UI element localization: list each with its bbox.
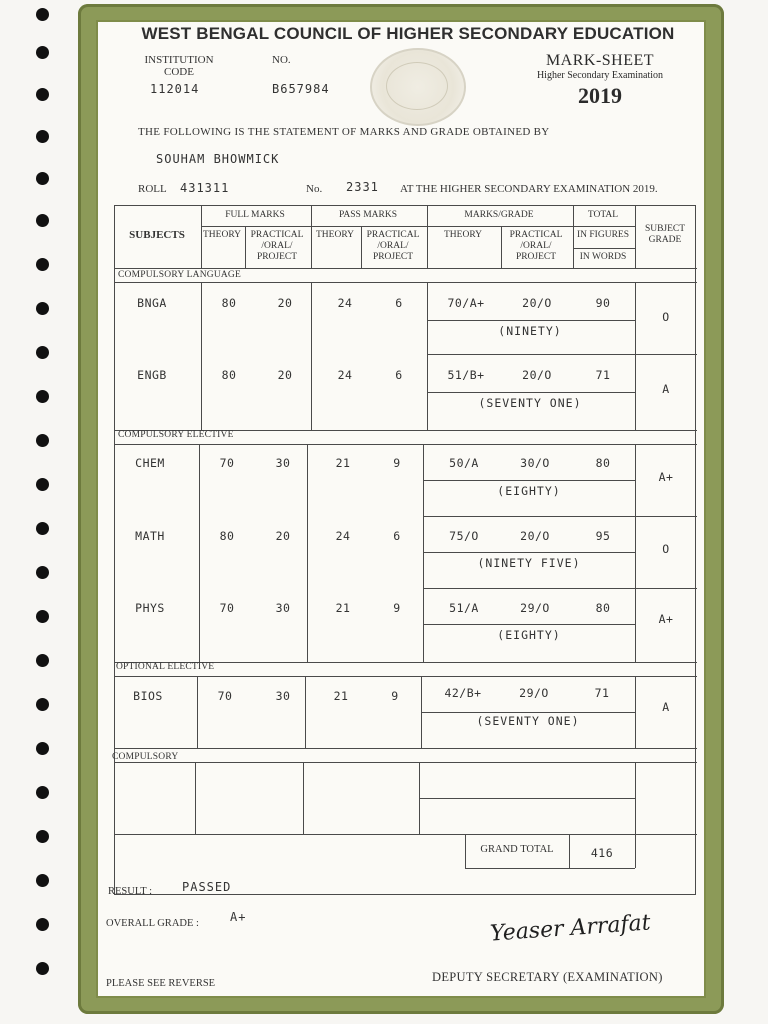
binder-hole — [36, 390, 49, 403]
table-divider — [573, 248, 635, 249]
binder-hole — [36, 918, 49, 931]
table-divider — [201, 226, 635, 227]
binder-hole — [36, 698, 49, 711]
full-practical: 30 — [275, 689, 291, 703]
header-full-practical: PRACTICAL /ORAL/ PROJECT — [250, 230, 304, 262]
total-figures: 71 — [594, 686, 610, 700]
binder-hole — [36, 962, 49, 975]
binder-hole — [36, 566, 49, 579]
total-figures: 71 — [595, 368, 611, 382]
table-divider — [197, 676, 198, 748]
header-marks-grade: MARKS/GRADE — [464, 210, 534, 220]
table-divider — [427, 354, 697, 355]
header-total: TOTAL — [587, 210, 619, 220]
table-divider — [199, 444, 200, 662]
subject-code: ENGB — [137, 368, 167, 382]
table-divider — [427, 392, 635, 393]
section-optional-elective: OPTIONAL ELECTIVE — [116, 662, 215, 672]
practical-marks: 20/O — [522, 296, 552, 310]
practical-marks: 30/O — [520, 456, 550, 470]
total-words: (EIGHTY) — [497, 484, 561, 498]
section-compulsory-language: COMPULSORY LANGUAGE — [118, 270, 241, 280]
table-divider — [423, 624, 635, 625]
table-divider — [419, 798, 635, 799]
roll-value: 431311 — [180, 181, 230, 195]
theory-marks: 51/B+ — [447, 368, 485, 382]
subject-grade: A — [662, 700, 670, 714]
table-divider — [423, 516, 697, 517]
total-figures: 80 — [595, 456, 611, 470]
pass-practical: 6 — [393, 529, 401, 543]
roll-label: ROLL — [138, 183, 167, 195]
table-divider — [421, 712, 635, 713]
table-divider — [307, 444, 308, 662]
theory-marks: 70/A+ — [447, 296, 485, 310]
full-practical: 30 — [275, 456, 291, 470]
pass-theory: 21 — [335, 601, 351, 615]
council-seal-watermark — [370, 48, 466, 126]
header-full-marks: FULL MARKS — [225, 210, 285, 220]
header-pass-marks: PASS MARKS — [338, 210, 397, 220]
binder-hole — [36, 610, 49, 623]
table-divider — [635, 282, 636, 430]
result-label: RESULT : — [108, 886, 153, 897]
pass-theory: 24 — [337, 368, 353, 382]
total-figures: 90 — [595, 296, 611, 310]
binder-hole — [36, 830, 49, 843]
header-in-figures: IN FIGURES — [577, 230, 629, 240]
table-divider — [423, 552, 635, 553]
binder-hole — [36, 172, 49, 185]
pass-practical: 9 — [393, 456, 401, 470]
binder-hole — [36, 302, 49, 315]
table-divider — [423, 480, 635, 481]
full-theory: 70 — [219, 601, 235, 615]
total-figures: 95 — [595, 529, 611, 543]
table-divider — [303, 762, 304, 834]
serial-no-label: NO. — [272, 54, 291, 66]
subject-code: BIOS — [133, 689, 163, 703]
pass-theory: 24 — [337, 296, 353, 310]
full-theory: 80 — [221, 296, 237, 310]
table-divider — [423, 588, 697, 589]
grand-total-value: 416 — [590, 846, 614, 860]
full-practical: 20 — [277, 368, 293, 382]
table-divider — [115, 444, 697, 445]
practical-marks: 29/O — [519, 686, 549, 700]
pass-practical: 6 — [395, 296, 403, 310]
pass-theory: 21 — [335, 456, 351, 470]
grand-total-label: GRAND TOTAL — [480, 844, 554, 855]
exam-line: AT THE HIGHER SECONDARY EXAMINATION 2019. — [400, 183, 658, 195]
council-title: WEST BENGAL COUNCIL OF HIGHER SECONDARY EDUCATION — [141, 24, 675, 43]
header-pass-practical: PRACTICAL /ORAL/ PROJECT — [366, 230, 420, 262]
table-divider — [635, 762, 636, 834]
theory-marks: 51/A — [449, 601, 479, 615]
binder-hole — [36, 8, 49, 21]
subject-grade: A+ — [658, 470, 674, 484]
header-subject-grade: SUBJECT GRADE — [644, 224, 686, 245]
header-marks-practical: PRACTICAL /ORAL/ PROJECT — [509, 230, 563, 262]
signature: Yeaser Arrafat — [489, 910, 652, 947]
pass-theory: 21 — [333, 689, 349, 703]
section-compulsory-elective: COMPULSORY ELECTIVE — [118, 430, 234, 440]
subject-grade: O — [662, 542, 670, 556]
section-compulsory: COMPULSORY — [112, 752, 179, 762]
total-words: (SEVENTY ONE) — [476, 714, 580, 728]
subject-grade: A+ — [658, 612, 674, 626]
exam-year: 2019 — [578, 83, 622, 108]
full-theory: 80 — [219, 529, 235, 543]
student-name: SOUHAM BHOWMICK — [156, 152, 280, 166]
full-practical: 20 — [275, 529, 291, 543]
theory-marks: 50/A — [449, 456, 479, 470]
overall-grade-value: A+ — [230, 910, 247, 924]
subject-code: MATH — [135, 529, 165, 543]
subject-grade: A — [662, 382, 670, 396]
binder-hole — [36, 874, 49, 887]
mark-sheet-title: MARK-SHEET — [545, 52, 655, 69]
please-see-reverse: PLEASE SEE REVERSE — [106, 978, 216, 989]
subject-code: BNGA — [137, 296, 167, 310]
result-value: PASSED — [182, 880, 232, 894]
total-figures: 80 — [595, 601, 611, 615]
subject-code: PHYS — [135, 601, 165, 615]
serial-no-value: B657984 — [272, 82, 330, 96]
pass-practical: 9 — [393, 601, 401, 615]
binder-hole — [36, 258, 49, 271]
binder-hole — [36, 654, 49, 667]
overall-grade-label: OVERALL GRADE : — [106, 918, 199, 929]
table-divider — [115, 268, 697, 269]
full-theory: 70 — [219, 456, 235, 470]
binder-hole — [36, 130, 49, 143]
binder-hole — [36, 522, 49, 535]
header-pass-theory: THEORY — [316, 230, 354, 240]
total-words: (NINETY) — [498, 324, 562, 338]
binder-hole — [36, 88, 49, 101]
statement-intro: THE FOLLOWING IS THE STATEMENT OF MARKS AND GRADE OBTAINED BY — [138, 126, 550, 138]
subject-code: CHEM — [135, 456, 165, 470]
table-divider — [115, 676, 697, 677]
practical-marks: 20/O — [520, 529, 550, 543]
total-words: (EIGHTY) — [497, 628, 561, 642]
roll-no-label: No. — [306, 183, 323, 195]
full-theory: 70 — [217, 689, 233, 703]
table-divider — [115, 834, 697, 835]
binder-hole — [36, 214, 49, 227]
pass-practical: 6 — [395, 368, 403, 382]
header-marks-theory: THEORY — [444, 230, 482, 240]
practical-marks: 20/O — [522, 368, 552, 382]
pass-practical: 9 — [391, 689, 399, 703]
table-divider — [465, 868, 635, 869]
binder-hole — [36, 46, 49, 59]
pass-theory: 24 — [335, 529, 351, 543]
binder-hole — [36, 786, 49, 799]
total-words: (NINETY FIVE) — [477, 556, 581, 570]
header-in-words: IN WORDS — [579, 252, 627, 262]
table-divider — [115, 282, 697, 283]
practical-marks: 29/O — [520, 601, 550, 615]
binder-hole — [36, 478, 49, 491]
table-divider — [305, 676, 306, 748]
roll-no-value: 2331 — [346, 180, 379, 194]
binder-hole — [36, 346, 49, 359]
theory-marks: 75/O — [449, 529, 479, 543]
full-theory: 80 — [221, 368, 237, 382]
exam-name: Higher Secondary Examination — [536, 70, 664, 81]
table-divider — [195, 762, 196, 834]
table-divider — [635, 834, 636, 868]
institution-code-label: INSTITUTION CODE — [144, 54, 214, 78]
total-words: (SEVENTY ONE) — [478, 396, 582, 410]
mark-sheet-heading — [520, 52, 680, 109]
header-subjects: SUBJECTS — [129, 229, 185, 241]
deputy-secretary: DEPUTY SECRETARY (EXAMINATION) — [432, 970, 663, 984]
full-practical: 20 — [277, 296, 293, 310]
binder-hole — [36, 434, 49, 447]
table-divider — [115, 748, 697, 749]
theory-marks: 42/B+ — [444, 686, 482, 700]
table-divider — [427, 320, 635, 321]
full-practical: 30 — [275, 601, 291, 615]
table-divider — [115, 762, 697, 763]
institution-code-value: 112014 — [150, 82, 200, 96]
binder-hole — [36, 742, 49, 755]
header-full-theory: THEORY — [203, 230, 241, 240]
subject-grade: O — [662, 310, 670, 324]
binder-holes — [36, 8, 56, 1008]
